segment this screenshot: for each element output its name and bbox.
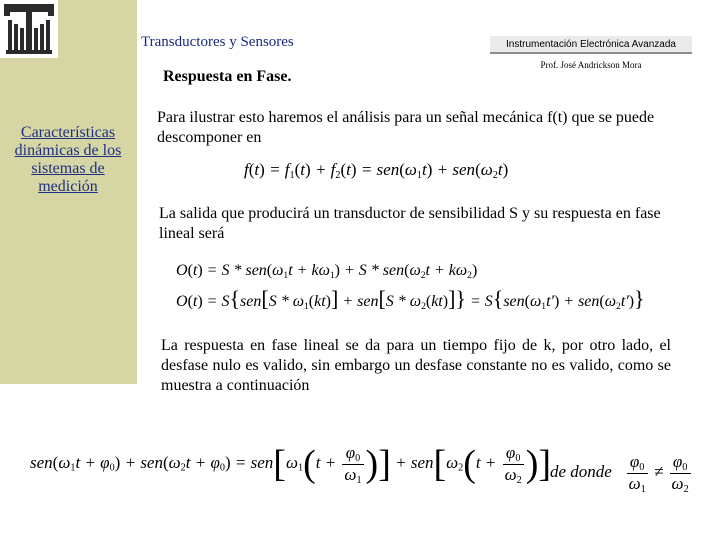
paragraph-intro: Para ilustrar esto haremos el análisis para un señal mecánica f(t) que se puede descomponer en: [157, 109, 655, 146]
logo: [0, 0, 58, 58]
subject-header-bar: Instrumentación Electrónica Avanzada: [490, 36, 692, 54]
professor-name: Prof. José Andrickson Mora: [540, 60, 642, 70]
equation-output-2: $O(t) = S\{sen[S * \omega_1(kt)] + sen[S * \omega_2(kt)]\} = S\{sen(\omega_1t') + sen(\omega_2t')\}$: [176, 286, 645, 312]
equation-condition: de donde $\frac{\varphi_0}{\omega_1}$ ≠ $\frac{\varphi_0}{\omega_2}$: [550, 452, 689, 495]
course-title: Transductores y Sensores: [141, 34, 294, 50]
paragraph-output: La salida que producirá un transductor de sensibilidad S y su respuesta en fase lineal será: [159, 205, 661, 242]
paragraph-phase-conclusion: La respuesta en fase lineal se da para un tiempo fijo de k, por otro lado, el desfase nulo es valido, sin embargo un desfase constante no es valido, como se muestra a continuación: [161, 337, 671, 394]
sidebar: [0, 0, 137, 384]
institution-logo-icon: [2, 2, 56, 56]
sidebar-topic-link[interactable]: Características dinámicas de los sistemas de medición: [14, 124, 122, 195]
section-title: Respuesta en Fase.: [163, 68, 292, 85]
equation-output-1: $O(t) = S * sen(\omega_1t + k\omega_1) + S * sen(\omega_2t + k\omega_2)$: [176, 262, 478, 281]
equation-phase-shift: $sen(\omega_1t + \varphi_0) + sen(\omega_2t + \varphi_0) = sen[\omega_1(t$ + $\frac{\varphi_0}{\omega_1}$ )] + $sen[\omega_2(t$ + $\frac{\varphi_0}{\omega_2}$ )]: [30, 442, 552, 486]
equation-signal-decomposition: $f(t) = f_1(t) + f_2(t) = sen(\omega_1t) + sen(\omega_2t)$: [244, 160, 509, 181]
